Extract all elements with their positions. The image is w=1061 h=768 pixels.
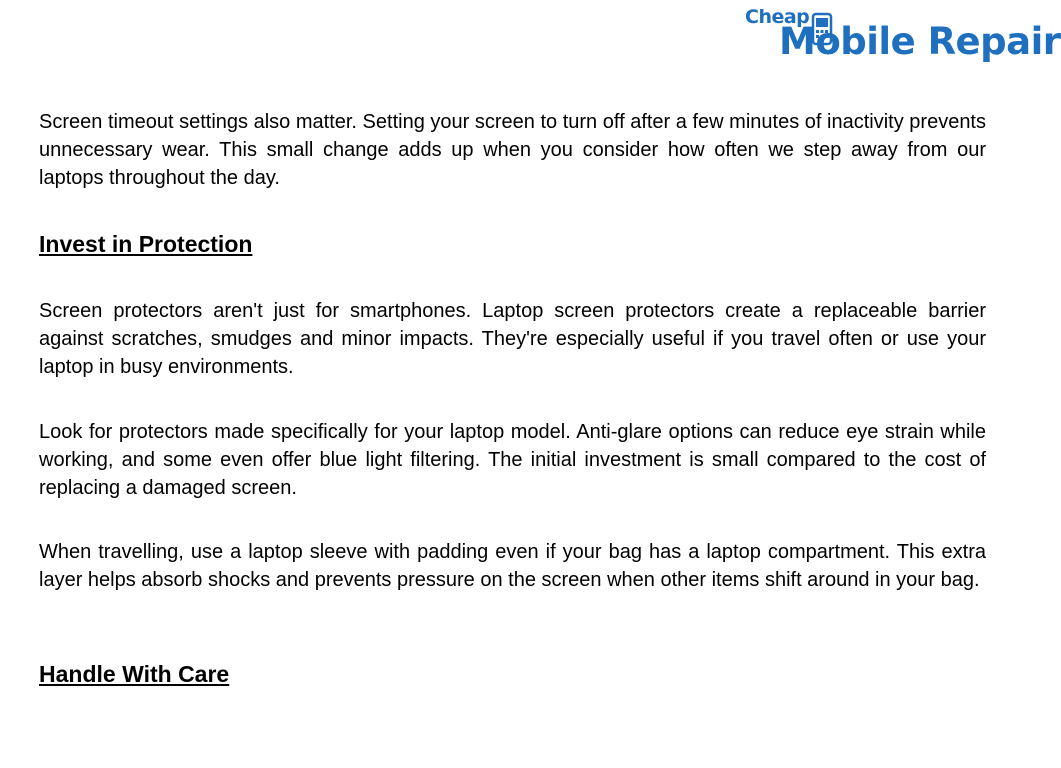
paragraph-screen-timeout: Screen timeout settings also matter. Setting your screen to turn off after a few minutes of inactivity prevents unnecessary wear. This small change adds up when you consider how often we step away from our laptops throughout the day. (39, 111, 986, 189)
paragraph-screen-protectors: Screen protectors aren't just for smartphones. Laptop screen protectors create a replaceable barrier against scratches, smudges and minor impacts. They're especially useful if you travel often or use your laptop in busy environments. (39, 300, 986, 378)
logo-main-text: Mobile Repair (779, 20, 1061, 63)
logo-cheap-text: Cheap (745, 6, 810, 28)
heading-handle-with-care: Handle With Care (39, 661, 230, 687)
brand-logo (745, 6, 1061, 76)
paragraph-protector-models: Look for protectors made specifically for your laptop model. Anti-glare options can reduce eye strain while working, and some even offer blue light filtering. The initial investment is small compared to the cost of replacing a damaged screen. (39, 421, 986, 499)
paragraph-laptop-sleeve: When travelling, use a laptop sleeve with padding even if your bag has a laptop compartment. This extra layer helps absorb shocks and prevents pressure on the screen when other items shift around in your bag. (39, 541, 986, 591)
heading-invest-in-protection: Invest in Protection (39, 231, 253, 257)
